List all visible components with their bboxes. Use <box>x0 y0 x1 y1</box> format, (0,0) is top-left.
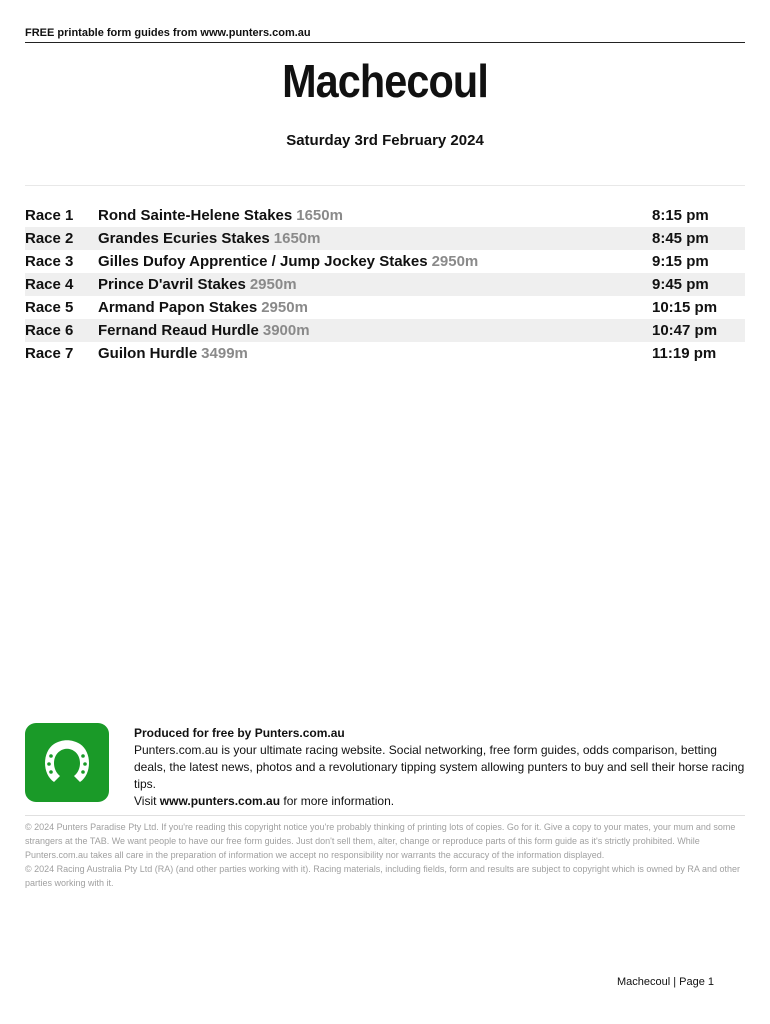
race-number: Race 6 <box>25 322 74 339</box>
race-name: Armand Papon Stakes <box>98 299 258 316</box>
race-list <box>25 204 745 365</box>
page-footer: Machecoul | Page 1 <box>616 976 714 988</box>
race-number: Race 4 <box>25 276 74 293</box>
copyright-notice <box>25 820 745 890</box>
page-title: Machecoul <box>282 55 488 107</box>
promo-body: Punters.com.au is your ultimate racing website. Social networking, free form guides, odds comparison, betting deals, the latest news, photos and a revolutionary tipping system allowing punters to buy and sell their horse racing tips. <box>134 743 745 791</box>
race-time: 10:15 pm <box>652 299 718 316</box>
race-name: Guilon Hurdle <box>98 345 198 362</box>
race-number: Race 3 <box>25 253 74 270</box>
race-distance: 2950m <box>261 299 308 316</box>
race-number: Race 7 <box>25 345 74 362</box>
copyright-punters: © 2024 Punters Paradise Pty Ltd. If you're reading this copyright notice you're probably thinking of printing lots of copies. Go for it. Give a copy to your mates, your mum and some strangers at the TAB. We want people to have our free form guides. Just don't sell them, alter, change or reproduce parts of this form guide as it's strictly prohibited. While Punters.com.au takes all care in the preparation of information we accept no responsibility nor warrants the accuracy of the information displayed. <box>25 822 736 860</box>
race-distance: 2950m <box>249 276 297 293</box>
race-time: 8:45 pm <box>652 230 709 247</box>
race-distance: 3499m <box>201 345 248 362</box>
promo-visit <box>134 793 745 810</box>
race-row[interactable] <box>25 250 745 273</box>
race-time: 9:15 pm <box>652 253 709 270</box>
page-tagline: FREE printable form guides from www.punters.com.au <box>25 27 745 43</box>
race-row[interactable] <box>25 319 745 342</box>
promo-block <box>25 723 745 808</box>
race-row[interactable] <box>25 227 745 250</box>
visit-suffix: for more information. <box>280 794 395 808</box>
race-time: 8:15 pm <box>652 207 709 224</box>
race-row[interactable] <box>25 296 745 319</box>
race-name: Rond Sainte-Helene Stakes <box>98 207 293 224</box>
race-distance: 1650m <box>273 230 321 247</box>
race-name: Prince D'avril Stakes <box>98 276 246 293</box>
race-number: Race 2 <box>25 230 74 247</box>
meeting-date: Saturday 3rd February 2024 <box>286 132 484 149</box>
visit-prefix: Visit <box>134 794 160 808</box>
race-distance: 2950m <box>431 253 479 270</box>
race-row[interactable] <box>25 273 745 296</box>
divider <box>25 815 745 816</box>
promo-title: Produced for free by Punters.com.au <box>134 726 345 740</box>
race-name: Gilles Dufoy Apprentice / Jump Jockey Stakes <box>98 253 428 270</box>
punters-logo <box>25 723 109 802</box>
race-number: Race 1 <box>25 207 74 224</box>
race-time: 9:45 pm <box>652 276 709 293</box>
race-time: 10:47 pm <box>652 322 718 339</box>
promo-text <box>134 725 745 810</box>
race-row[interactable] <box>25 204 745 227</box>
punters-link[interactable]: www.punters.com.au <box>159 794 281 808</box>
race-row[interactable] <box>25 342 745 365</box>
race-time: 11:19 pm <box>652 345 717 362</box>
race-name: Fernand Reaud Hurdle <box>98 322 259 339</box>
race-number: Race 5 <box>25 299 74 316</box>
divider <box>25 185 745 186</box>
race-name: Grandes Ecuries Stakes <box>98 230 270 247</box>
copyright-racing-australia: © 2024 Racing Australia Pty Ltd (RA) (and other parties working with it). Racing materials, including fields, form and results are subject to copyright which is owned by RA and other parties working with it. <box>25 864 740 888</box>
race-distance: 1650m <box>296 207 343 224</box>
horseshoe-icon <box>36 732 98 794</box>
race-distance: 3900m <box>262 322 310 339</box>
